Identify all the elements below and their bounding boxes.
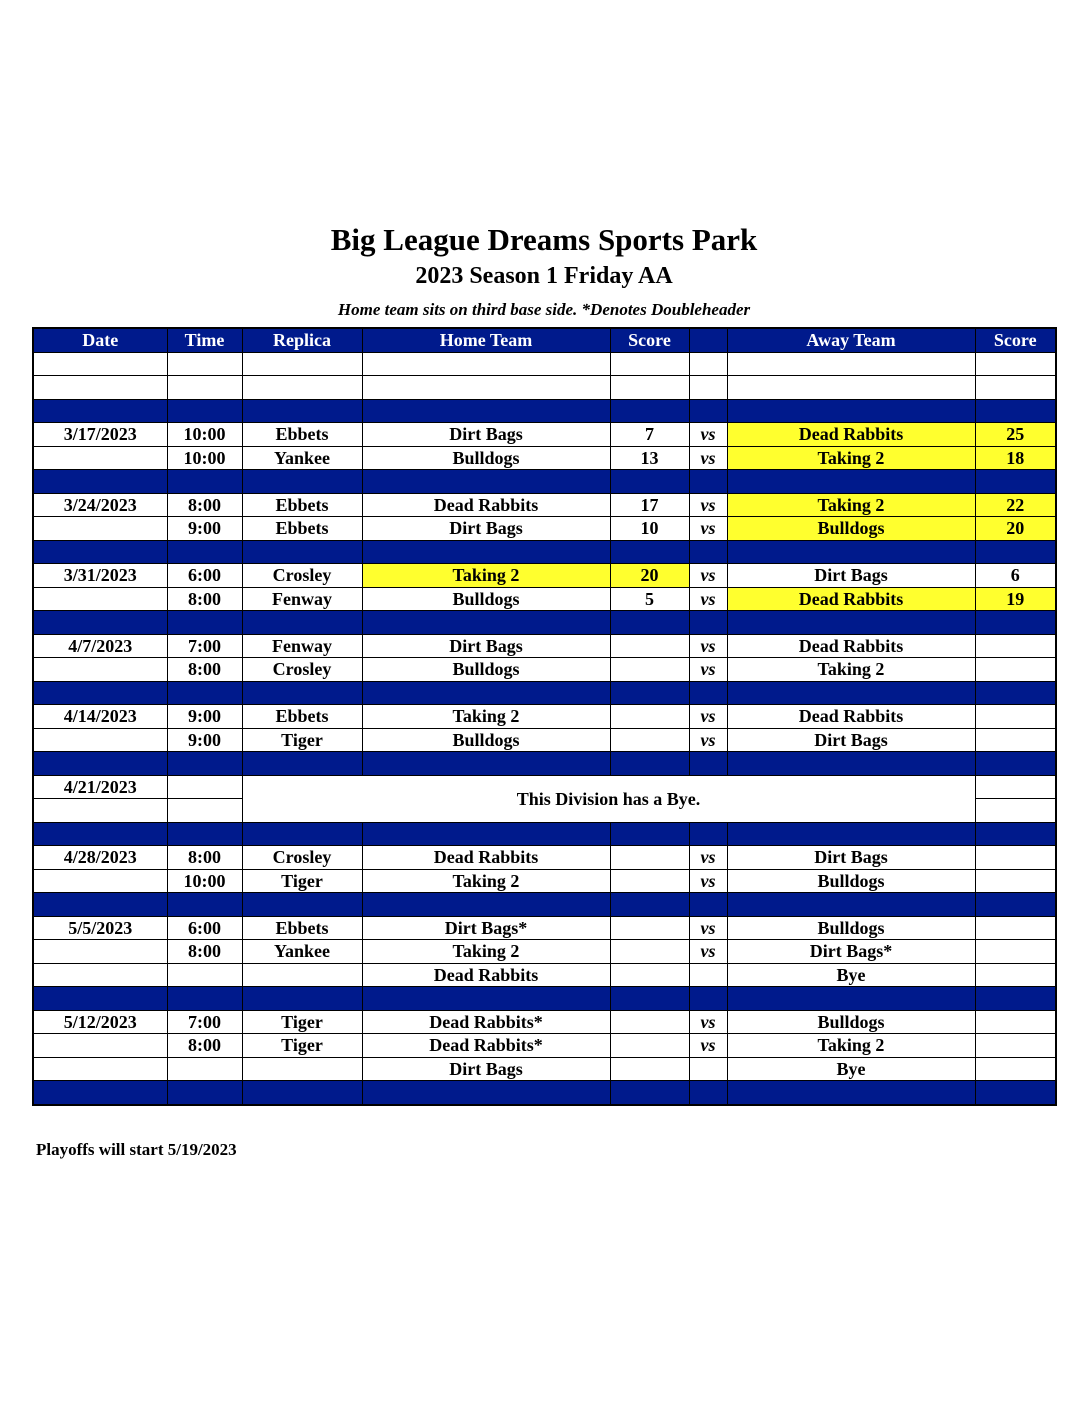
separator-cell bbox=[33, 752, 167, 776]
game-row bbox=[33, 634, 1056, 658]
home-team-cell: Bulldogs bbox=[362, 446, 610, 470]
game-row bbox=[33, 728, 1056, 752]
time-cell: 7:00 bbox=[167, 634, 242, 658]
separator-cell bbox=[610, 611, 689, 635]
home-score-cell bbox=[610, 963, 689, 987]
separator-cell bbox=[167, 470, 242, 494]
week-separator-row bbox=[33, 470, 1056, 494]
away-score-cell: 22 bbox=[975, 493, 1056, 517]
separator-cell bbox=[242, 752, 362, 776]
date-cell bbox=[33, 728, 167, 752]
home-team-cell: Taking 2 bbox=[362, 564, 610, 588]
game-row bbox=[33, 940, 1056, 964]
home-team-cell: Bulldogs bbox=[362, 658, 610, 682]
week-separator-row bbox=[33, 1081, 1056, 1105]
date-cell bbox=[33, 869, 167, 893]
separator-cell bbox=[242, 540, 362, 564]
vs-cell: vs bbox=[689, 564, 727, 588]
date-cell: 3/17/2023 bbox=[33, 423, 167, 447]
replica-cell: Fenway bbox=[242, 634, 362, 658]
separator-cell bbox=[242, 681, 362, 705]
time-cell: 9:00 bbox=[167, 728, 242, 752]
time-cell: 8:00 bbox=[167, 940, 242, 964]
vs-cell: vs bbox=[689, 846, 727, 870]
home-score-cell: 10 bbox=[610, 517, 689, 541]
vs-cell bbox=[689, 963, 727, 987]
away-team-cell: Dirt Bags* bbox=[727, 940, 975, 964]
home-score-cell bbox=[610, 1057, 689, 1081]
separator-cell bbox=[975, 822, 1056, 846]
away-team-cell: Taking 2 bbox=[727, 658, 975, 682]
away-score-cell bbox=[975, 799, 1056, 823]
separator-cell bbox=[362, 987, 610, 1011]
separator-cell bbox=[727, 681, 975, 705]
separator-cell bbox=[689, 752, 727, 776]
date-cell bbox=[33, 1057, 167, 1081]
home-team-cell: Dead Rabbits bbox=[362, 493, 610, 517]
separator-cell bbox=[167, 752, 242, 776]
game-row bbox=[33, 493, 1056, 517]
date-cell: 4/7/2023 bbox=[33, 634, 167, 658]
date-cell: 3/31/2023 bbox=[33, 564, 167, 588]
separator-cell bbox=[362, 399, 610, 423]
separator-cell bbox=[362, 470, 610, 494]
game-row bbox=[33, 846, 1056, 870]
separator-cell bbox=[242, 1081, 362, 1105]
home-team-cell: Dirt Bags* bbox=[362, 916, 610, 940]
replica-cell: Fenway bbox=[242, 587, 362, 611]
separator-cell bbox=[975, 399, 1056, 423]
separator-cell bbox=[727, 611, 975, 635]
separator-cell bbox=[242, 987, 362, 1011]
home-team-cell: Dead Rabbits bbox=[362, 963, 610, 987]
week-separator-row bbox=[33, 399, 1056, 423]
away-score-cell bbox=[975, 940, 1056, 964]
replica-cell: Yankee bbox=[242, 446, 362, 470]
column-header-away-score: Score bbox=[975, 328, 1056, 352]
date-cell bbox=[33, 940, 167, 964]
replica-cell: Ebbets bbox=[242, 916, 362, 940]
separator-cell bbox=[689, 822, 727, 846]
vs-cell: vs bbox=[689, 728, 727, 752]
separator-cell bbox=[167, 822, 242, 846]
time-cell bbox=[167, 963, 242, 987]
separator-cell bbox=[33, 822, 167, 846]
home-team-cell: Bulldogs bbox=[362, 728, 610, 752]
separator-cell bbox=[975, 987, 1056, 1011]
separator-cell bbox=[362, 893, 610, 917]
page-subtitle: 2023 Season 1 Friday AA bbox=[415, 263, 673, 289]
away-team-cell: Dirt Bags bbox=[727, 846, 975, 870]
home-team-cell: Taking 2 bbox=[362, 705, 610, 729]
separator-cell bbox=[689, 681, 727, 705]
game-row bbox=[33, 587, 1056, 611]
separator-cell bbox=[242, 470, 362, 494]
week-separator-row bbox=[33, 540, 1056, 564]
home-score-cell: 7 bbox=[610, 423, 689, 447]
home-score-cell: 20 bbox=[610, 564, 689, 588]
week-separator-row bbox=[33, 752, 1056, 776]
home-score-cell bbox=[610, 634, 689, 658]
away-team-cell: Taking 2 bbox=[727, 493, 975, 517]
column-header-home-score: Score bbox=[610, 328, 689, 352]
separator-cell bbox=[167, 540, 242, 564]
away-score-cell bbox=[975, 728, 1056, 752]
separator-cell bbox=[689, 987, 727, 1011]
schedule-note: Home team sits on third base side. *Denotes Doubleheader bbox=[337, 300, 751, 319]
game-row bbox=[33, 869, 1056, 893]
date-cell: 5/12/2023 bbox=[33, 1010, 167, 1034]
separator-cell bbox=[242, 822, 362, 846]
date-cell bbox=[33, 963, 167, 987]
vs-cell: vs bbox=[689, 1034, 727, 1058]
game-row bbox=[33, 916, 1056, 940]
time-cell: 7:00 bbox=[167, 1010, 242, 1034]
away-team-cell: Bye bbox=[727, 963, 975, 987]
home-score-cell bbox=[610, 728, 689, 752]
vs-cell: vs bbox=[689, 634, 727, 658]
away-score-cell bbox=[975, 775, 1056, 799]
home-team-cell: Taking 2 bbox=[362, 869, 610, 893]
time-cell bbox=[167, 799, 242, 823]
separator-cell bbox=[33, 1081, 167, 1105]
separator-cell bbox=[610, 470, 689, 494]
away-team-cell: Dead Rabbits bbox=[727, 423, 975, 447]
separator-cell bbox=[362, 822, 610, 846]
replica-cell: Tiger bbox=[242, 1034, 362, 1058]
away-score-cell bbox=[975, 1057, 1056, 1081]
away-score-cell bbox=[975, 634, 1056, 658]
week-separator-row bbox=[33, 893, 1056, 917]
away-score-cell bbox=[975, 705, 1056, 729]
time-cell: 8:00 bbox=[167, 658, 242, 682]
game-row bbox=[33, 1010, 1056, 1034]
away-team-cell: Dead Rabbits bbox=[727, 705, 975, 729]
column-header-vs bbox=[689, 328, 727, 352]
vs-cell: vs bbox=[689, 587, 727, 611]
schedule-table-wrapper bbox=[32, 327, 1055, 1106]
separator-cell bbox=[610, 752, 689, 776]
separator-cell bbox=[689, 399, 727, 423]
vs-cell: vs bbox=[689, 916, 727, 940]
game-row bbox=[33, 1034, 1056, 1058]
separator-cell bbox=[610, 987, 689, 1011]
away-team-cell: Bulldogs bbox=[727, 869, 975, 893]
separator-cell bbox=[167, 399, 242, 423]
separator-cell bbox=[242, 399, 362, 423]
game-row bbox=[33, 705, 1056, 729]
week-separator-row bbox=[33, 987, 1056, 1011]
separator-cell bbox=[362, 681, 610, 705]
separator-cell bbox=[975, 470, 1056, 494]
date-cell bbox=[33, 799, 167, 823]
separator-cell bbox=[33, 893, 167, 917]
time-cell: 10:00 bbox=[167, 446, 242, 470]
home-team-cell: Dirt Bags bbox=[362, 634, 610, 658]
week-separator-row bbox=[33, 681, 1056, 705]
separator-cell bbox=[33, 540, 167, 564]
time-cell: 8:00 bbox=[167, 493, 242, 517]
home-score-cell bbox=[610, 846, 689, 870]
time-cell: 8:00 bbox=[167, 587, 242, 611]
away-score-cell bbox=[975, 1034, 1056, 1058]
game-row bbox=[33, 963, 1056, 987]
column-header-away-team: Away Team bbox=[727, 328, 975, 352]
away-score-cell: 25 bbox=[975, 423, 1056, 447]
home-team-cell: Bulldogs bbox=[362, 587, 610, 611]
separator-cell bbox=[689, 1081, 727, 1105]
separator-cell bbox=[975, 893, 1056, 917]
away-team-cell: Bye bbox=[727, 1057, 975, 1081]
time-cell: 9:00 bbox=[167, 517, 242, 541]
away-score-cell bbox=[975, 869, 1056, 893]
date-cell bbox=[33, 1034, 167, 1058]
separator-cell bbox=[610, 822, 689, 846]
week-separator-row bbox=[33, 611, 1056, 635]
column-header-replica: Replica bbox=[242, 328, 362, 352]
separator-cell bbox=[975, 681, 1056, 705]
separator-cell bbox=[727, 893, 975, 917]
game-row bbox=[33, 658, 1056, 682]
separator-cell bbox=[727, 987, 975, 1011]
date-cell: 4/28/2023 bbox=[33, 846, 167, 870]
vs-cell: vs bbox=[689, 1010, 727, 1034]
separator-cell bbox=[33, 399, 167, 423]
separator-cell bbox=[610, 893, 689, 917]
separator-cell bbox=[167, 681, 242, 705]
game-row bbox=[33, 423, 1056, 447]
separator-cell bbox=[242, 893, 362, 917]
away-team-cell: Taking 2 bbox=[727, 1034, 975, 1058]
home-score-cell bbox=[610, 1034, 689, 1058]
separator-cell bbox=[975, 540, 1056, 564]
home-team-cell: Dead Rabbits bbox=[362, 846, 610, 870]
separator-cell bbox=[727, 540, 975, 564]
replica-cell bbox=[242, 1057, 362, 1081]
blank-row bbox=[33, 352, 1056, 376]
date-cell: 4/21/2023 bbox=[33, 775, 167, 799]
column-header-home-team: Home Team bbox=[362, 328, 610, 352]
separator-cell bbox=[689, 893, 727, 917]
replica-cell: Ebbets bbox=[242, 517, 362, 541]
separator-cell bbox=[362, 1081, 610, 1105]
away-team-cell: Bulldogs bbox=[727, 916, 975, 940]
separator-cell bbox=[975, 611, 1056, 635]
time-cell: 6:00 bbox=[167, 916, 242, 940]
away-score-cell bbox=[975, 658, 1056, 682]
blank-row bbox=[33, 376, 1056, 400]
time-cell bbox=[167, 1057, 242, 1081]
separator-cell bbox=[689, 540, 727, 564]
table-header-row bbox=[33, 328, 1056, 352]
date-cell: 4/14/2023 bbox=[33, 705, 167, 729]
separator-cell bbox=[33, 611, 167, 635]
separator-cell bbox=[33, 470, 167, 494]
schedule-table bbox=[32, 327, 1057, 1106]
away-score-cell: 18 bbox=[975, 446, 1056, 470]
home-score-cell: 17 bbox=[610, 493, 689, 517]
home-score-cell bbox=[610, 705, 689, 729]
vs-cell: vs bbox=[689, 493, 727, 517]
separator-cell bbox=[727, 470, 975, 494]
home-team-cell: Dirt Bags bbox=[362, 1057, 610, 1081]
vs-cell: vs bbox=[689, 517, 727, 541]
separator-cell bbox=[727, 399, 975, 423]
away-score-cell bbox=[975, 846, 1056, 870]
replica-cell: Yankee bbox=[242, 940, 362, 964]
home-team-cell: Dirt Bags bbox=[362, 423, 610, 447]
separator-cell bbox=[242, 611, 362, 635]
time-cell: 9:00 bbox=[167, 705, 242, 729]
date-cell bbox=[33, 587, 167, 611]
game-row bbox=[33, 446, 1056, 470]
game-row bbox=[33, 1057, 1056, 1081]
separator-cell bbox=[167, 1081, 242, 1105]
time-cell: 8:00 bbox=[167, 1034, 242, 1058]
away-team-cell: Dirt Bags bbox=[727, 728, 975, 752]
separator-cell bbox=[167, 611, 242, 635]
separator-cell bbox=[610, 1081, 689, 1105]
away-team-cell: Dead Rabbits bbox=[727, 587, 975, 611]
replica-cell: Ebbets bbox=[242, 705, 362, 729]
date-cell: 3/24/2023 bbox=[33, 493, 167, 517]
separator-cell bbox=[33, 987, 167, 1011]
vs-cell: vs bbox=[689, 869, 727, 893]
separator-cell bbox=[689, 611, 727, 635]
separator-cell bbox=[727, 752, 975, 776]
bye-message: This Division has a Bye. bbox=[242, 775, 975, 822]
home-score-cell bbox=[610, 1010, 689, 1034]
time-cell: 6:00 bbox=[167, 564, 242, 588]
separator-cell bbox=[610, 540, 689, 564]
time-cell: 10:00 bbox=[167, 423, 242, 447]
separator-cell bbox=[167, 893, 242, 917]
replica-cell: Tiger bbox=[242, 869, 362, 893]
home-team-cell: Dead Rabbits* bbox=[362, 1010, 610, 1034]
home-score-cell: 13 bbox=[610, 446, 689, 470]
replica-cell bbox=[242, 963, 362, 987]
vs-cell: vs bbox=[689, 423, 727, 447]
separator-cell bbox=[362, 752, 610, 776]
separator-cell bbox=[362, 540, 610, 564]
replica-cell: Crosley bbox=[242, 564, 362, 588]
vs-cell: vs bbox=[689, 446, 727, 470]
replica-cell: Tiger bbox=[242, 728, 362, 752]
game-row bbox=[33, 517, 1056, 541]
away-score-cell bbox=[975, 1010, 1056, 1034]
away-team-cell: Dirt Bags bbox=[727, 564, 975, 588]
separator-cell bbox=[727, 822, 975, 846]
home-score-cell bbox=[610, 658, 689, 682]
date-cell bbox=[33, 517, 167, 541]
replica-cell: Ebbets bbox=[242, 493, 362, 517]
home-score-cell bbox=[610, 916, 689, 940]
away-score-cell bbox=[975, 963, 1056, 987]
away-team-cell: Bulldogs bbox=[727, 517, 975, 541]
separator-cell bbox=[33, 681, 167, 705]
vs-cell: vs bbox=[689, 940, 727, 964]
replica-cell: Ebbets bbox=[242, 423, 362, 447]
separator-cell bbox=[689, 470, 727, 494]
away-score-cell: 19 bbox=[975, 587, 1056, 611]
time-cell bbox=[167, 775, 242, 799]
separator-cell bbox=[727, 1081, 975, 1105]
home-score-cell bbox=[610, 940, 689, 964]
vs-cell: vs bbox=[689, 658, 727, 682]
playoffs-note: Playoffs will start 5/19/2023 bbox=[36, 1140, 237, 1159]
separator-cell bbox=[610, 399, 689, 423]
home-team-cell: Dead Rabbits* bbox=[362, 1034, 610, 1058]
separator-cell bbox=[610, 681, 689, 705]
page-title: Big League Dreams Sports Park bbox=[330, 222, 758, 257]
away-score-cell: 20 bbox=[975, 517, 1056, 541]
separator-cell bbox=[362, 611, 610, 635]
date-cell bbox=[33, 658, 167, 682]
time-cell: 10:00 bbox=[167, 869, 242, 893]
week-separator-row bbox=[33, 822, 1056, 846]
away-team-cell: Dead Rabbits bbox=[727, 634, 975, 658]
replica-cell: Crosley bbox=[242, 846, 362, 870]
home-score-cell bbox=[610, 869, 689, 893]
replica-cell: Crosley bbox=[242, 658, 362, 682]
home-team-cell: Dirt Bags bbox=[362, 517, 610, 541]
home-team-cell: Taking 2 bbox=[362, 940, 610, 964]
column-header-time: Time bbox=[167, 328, 242, 352]
column-header-date: Date bbox=[33, 328, 167, 352]
time-cell: 8:00 bbox=[167, 846, 242, 870]
separator-cell bbox=[167, 987, 242, 1011]
vs-cell: vs bbox=[689, 705, 727, 729]
replica-cell: Tiger bbox=[242, 1010, 362, 1034]
separator-cell bbox=[975, 1081, 1056, 1105]
away-score-cell: 6 bbox=[975, 564, 1056, 588]
away-team-cell: Bulldogs bbox=[727, 1010, 975, 1034]
schedule-weeks bbox=[33, 399, 1056, 1105]
away-team-cell: Taking 2 bbox=[727, 446, 975, 470]
game-row bbox=[33, 564, 1056, 588]
date-cell bbox=[33, 446, 167, 470]
date-cell: 5/5/2023 bbox=[33, 916, 167, 940]
vs-cell bbox=[689, 1057, 727, 1081]
away-score-cell bbox=[975, 916, 1056, 940]
home-score-cell: 5 bbox=[610, 587, 689, 611]
separator-cell bbox=[975, 752, 1056, 776]
bye-row bbox=[33, 775, 1056, 799]
